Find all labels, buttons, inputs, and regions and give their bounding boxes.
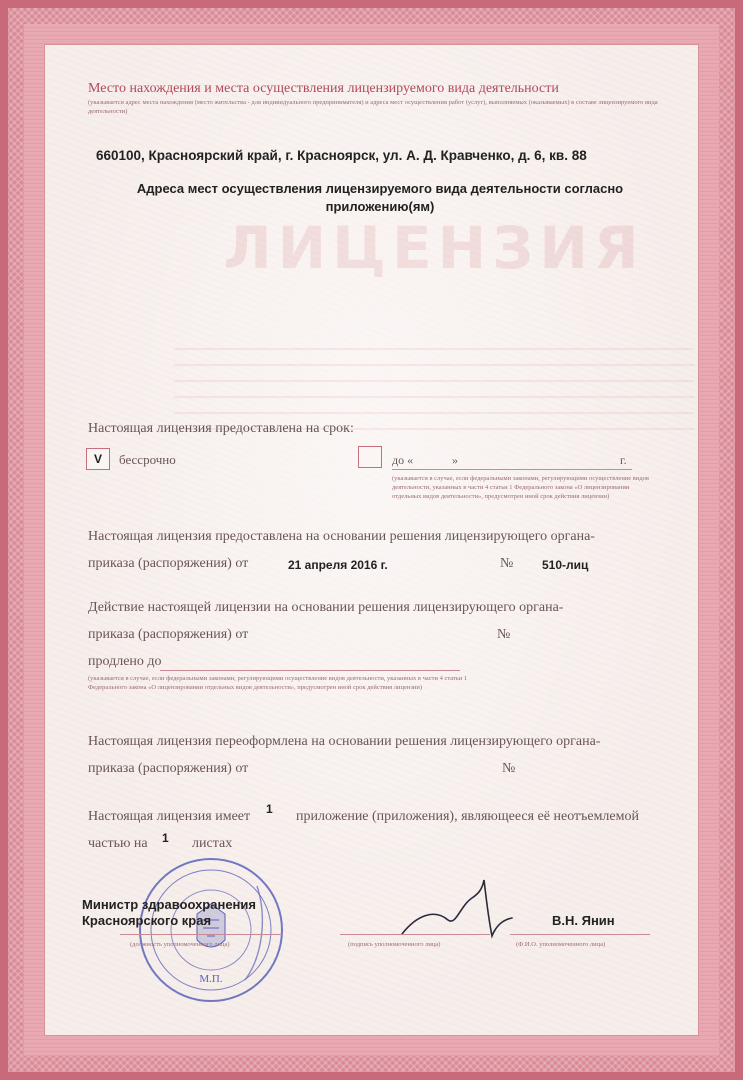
appendix-count: 1: [266, 802, 273, 816]
extension-line1: Действие настоящей лицензии на основании решения лицензирующего органа-: [88, 600, 564, 615]
reissue-line2: приказа (распоряжения) от: [88, 761, 249, 776]
name-caption: (Ф.И.О. уполномоченного лица): [516, 941, 606, 948]
handwritten-signature: [396, 876, 516, 946]
position-caption: (должность уполномоченного лица): [130, 941, 230, 948]
appendix-text-mid: приложение (приложения), являющееся её неотъемлемой: [296, 809, 639, 824]
position-line: [120, 934, 282, 935]
background-watermark: ЛИЦЕНЗИЯ: [223, 214, 645, 282]
appendix-text-start: Настоящая лицензия имеет: [88, 809, 251, 824]
unlimited-label: бессрочно: [119, 452, 176, 467]
extension-number-label: №: [497, 627, 511, 642]
addresses-note-line1: Адреса мест осуществления лицензируемого вида деятельности согласно: [136, 181, 624, 196]
until-checkbox[interactable]: [358, 446, 382, 468]
grant-line1: Настоящая лицензия предоставлена на основании решения лицензирующего органа-: [88, 529, 595, 544]
until-note: (указывается в случае, если федеральными законами, регулирующими осуществление видов деятельности, указанных в части 4 статьи 1 Федерального закона «О лицензировании отдельных видов деятельности», предусмотрен иной срок действия лицензии): [392, 475, 649, 500]
extension-note: (указывается в случае, если федеральными законами, регулирующими осуществление видов деятельности, указанных в части 4 статьи 1 Федерального закона «О лицензировании отдельных видов деятельности», предусмотрен иной срок действия лицензии): [88, 675, 468, 691]
until-label: до «: [392, 453, 414, 467]
appendix-text-line2-start: частью на: [88, 836, 148, 851]
signatory-position-line1: Министр здравоохранения: [82, 897, 256, 912]
term-label: Настоящая лицензия предоставлена на срок:: [88, 421, 354, 436]
until-date-line: [392, 469, 632, 470]
extension-line2: приказа (распоряжения) от: [88, 627, 249, 642]
until-year-suffix: г.: [620, 453, 627, 467]
signature-line: [340, 934, 490, 935]
until-quote-close: »: [452, 453, 458, 467]
name-line: [510, 934, 650, 935]
header-note: (указывается адрес места нахождения (место жительства - для индивидуального предпринимателя) и адреса мест осуществления работ (услуг), выполняемых (оказываемых) в составе лицензируемого вида деятельности): [88, 99, 658, 115]
extended-until-line: [160, 670, 460, 671]
signature-caption: (подпись уполномоченного лица): [348, 941, 441, 948]
signatory-name: В.Н. Янин: [552, 913, 615, 928]
grant-date: 21 апреля 2016 г.: [288, 558, 388, 572]
header-title: Место нахождения и места осуществления лицензируемого вида деятельности: [88, 81, 559, 96]
unlimited-checkbox[interactable]: V: [86, 448, 110, 470]
extended-until-label: продлено до: [88, 654, 162, 669]
reissue-number-label: №: [502, 761, 516, 776]
grant-number: 510-лиц: [542, 558, 589, 572]
appendix-text-end: листах: [192, 836, 233, 851]
grant-line2: приказа (распоряжения) от: [88, 556, 249, 571]
license-address: 660100, Красноярский край, г. Красноярск, ул. А. Д. Кравченко, д. 6, кв. 88: [96, 148, 587, 163]
addresses-note-line2: приложению(ям): [325, 199, 435, 214]
reissue-line1: Настоящая лицензия переоформлена на основании решения лицензирующего органа-: [88, 734, 601, 749]
grant-number-label: №: [500, 556, 514, 571]
appendix-pages: 1: [162, 831, 169, 845]
seal-mp: М.П.: [199, 973, 223, 985]
official-seal-stamp: [137, 856, 285, 1004]
signatory-position-line2: Красноярского края: [82, 913, 212, 928]
